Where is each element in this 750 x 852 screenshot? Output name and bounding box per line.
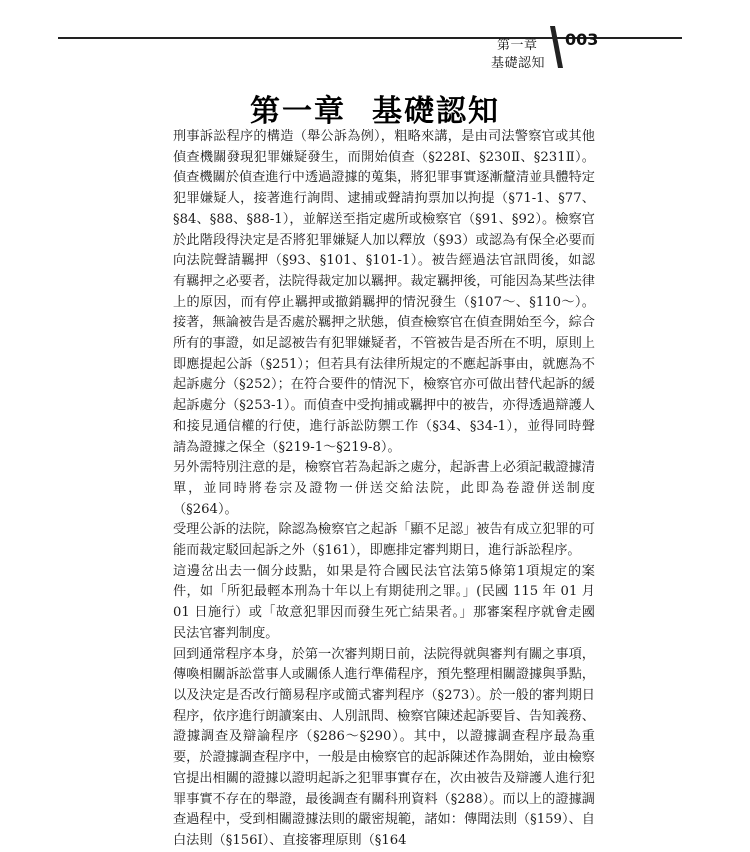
running-header <box>0 0 750 71</box>
paragraph: 刑事訴訟程序的構造（舉公訴為例），粗略來講，是由司法警察官或其他偵查機關發現犯罪嫌疑發生，而開始偵查（§228Ⅰ、§230Ⅱ、§231Ⅱ）。偵查機關於偵查進行中透過證據的蒐集，將犯罪事實逐漸釐清並具體特定犯罪嫌疑人，接著進行詢問、逮捕或聲請拘票加以拘提（§71-1、§77、§84、§88、§88-1），並解送至指定處所或檢察官（§91、§92）。檢察官於此階段得決定是否將犯罪嫌疑人加以釋放（§93）或認為有保全必要而向法院聲請羈押（§93、§101、§101-1）。被告經過法官訊問後，如認有羈押之必要者，法院得裁定加以羈押。裁定羈押後，可能因為某些法律上的原因，而有停止羈押或撤銷羈押的情況發生（§107～、§110～）。接著，無論被告是否處於羈押之狀態，偵查檢察官在偵查開始至今，綜合所有的事證，如足認被告有犯罪嫌疑者，不管被告是否所在不明，原則上即應提起公訴（§251）；但若具有法律所規定的不應起訴事由，就應為不起訴處分（§252）；在符合要件的情況下，檢察官亦可做出替代起訴的緩起訴處分（§253-1）。而偵查中受拘捕或羈押中的被告，亦得透過辯護人和接見通信權的行使，進行訴訟防禦工作（§34、§34-1），並得同時聲請為證據之保全（§219-1～§219-8）。 <box>173 129 595 455</box>
body-text <box>173 127 595 852</box>
chapter-title: 基礎認知 <box>372 94 500 129</box>
paragraph: 這邊岔出去一個分歧點，如果是符合國民法官法第5條第1項規定的案件，如「所犯最輕本刑為十年以上有期徒刑之罪。」(民國 115 年 01 月 01 日施行）或「故意犯罪因而發生死亡結果者。」那審案程序就會走國民法官審判制度。 <box>173 563 595 641</box>
page-number: 003 <box>565 30 599 49</box>
paragraph: 回到通常程序本身，於第一次審判期日前，法院得就與審判有關之事項，傳喚相關訴訟當事人或關係人進行準備程序，預先整理相關證據與爭點，以及決定是否改行簡易程序或簡式審判程序（§273）。於一般的審判期日程序，依序進行朗讀案由、人別訊問、檢察官陳述起訴要旨、告知義務、證據調查及辯論程序（§286～§290）。其中，以證據調查程序最為重要，於證據調查程序中，一般是由檢察官的起訴陳述作為開始，並由檢察官提出相關的證據以證明起訴之犯罪事實存在，次由被告及辯護人進行犯罪事實不存在的舉證，最後調查有關科刑資料（§288）。而以上的證據調查過程中，受到相關證據法則的嚴密規範，諸如：傳聞法則（§159）、自白法則（§156Ⅰ）、直接審理原則（§164 <box>173 646 595 848</box>
paragraph: 受理公訴的法院，除認為檢察官之起訴「顯不足認」被告有成立犯罪的可能而裁定駁回起訴之外（§161），即應排定審判期日，進行訴訟程序。 <box>173 522 595 559</box>
paragraph: 另外需特別注意的是，檢察官若為起訴之處分，起訴書上必須記載證據清單，並同時將卷宗及證物一併送交給法院，此即為卷證併送制度（§264）。 <box>173 460 595 517</box>
chapter-number: 第一章 <box>250 94 346 129</box>
header-slash-ornament <box>546 26 566 68</box>
header-section-label: 基礎認知 <box>491 56 546 71</box>
chapter-heading <box>0 86 750 130</box>
header-chapter-label: 第一章 <box>497 38 538 53</box>
